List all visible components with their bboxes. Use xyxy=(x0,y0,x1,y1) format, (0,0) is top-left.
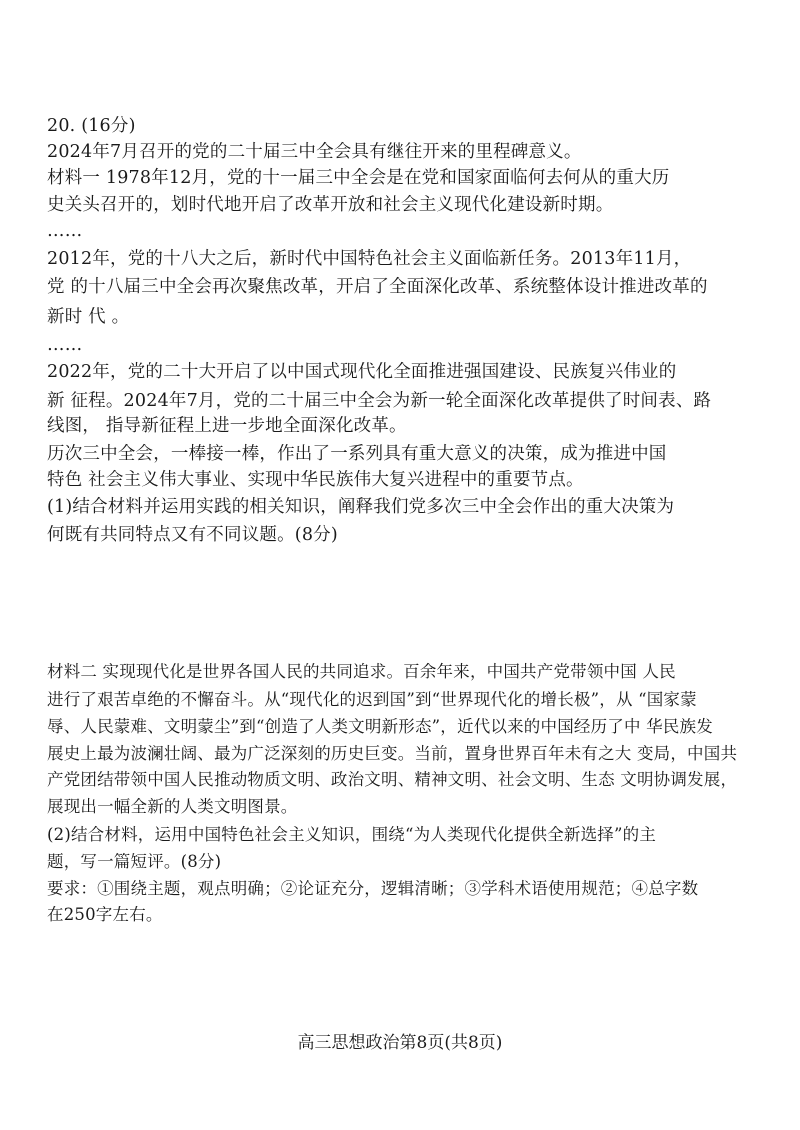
material-one-line: 新时 代 。 xyxy=(47,307,130,327)
material-one-line: 2012年，党的十八大之后，新时代中国特色社会主义面临新任务。2013年11月， xyxy=(47,249,692,269)
material-one-line: 党 的十八届三中全会再次聚焦改革，开启了全面深化改革、系统整体设计推进改革的 xyxy=(47,277,708,297)
sub-question-one-line: (1)结合材料并运用实践的相关知识，阐释我们党多次三中全会作出的重大决策为 xyxy=(47,497,675,517)
material-one-line: 材料一 1978年12月，党的十一届三中全会是在党和国家面临何去何从的重大历 xyxy=(47,168,670,188)
sub-question-two-line: (2)结合材料，运用中国特色社会主义知识，围绕“为人类现代化提供全新选择”的主 xyxy=(47,825,657,844)
sub-question-one-line: 何既有共同特点又有不同议题。(8分) xyxy=(47,525,338,545)
material-two-line: 进行了艰苦卓绝的不懈奋斗。从“现代化的迟到国”到“世界现代化的增长极”，从 “国家蒙 xyxy=(47,690,697,709)
material-one-line: 史关头召开的，划时代地开启了改革开放和社会主义现代化建设新时期。 xyxy=(47,195,614,215)
material-two-line: 展现出一幅全新的人类文明图景。 xyxy=(47,797,298,816)
sub-question-two-line: 题，写一篇短评。(8分) xyxy=(47,852,222,871)
material-two-line: 辱、人民蒙难、文明蒙尘”到“创造了人类文明新形态”，近代以来的中国经历了中 华民族发 xyxy=(47,717,713,736)
page-footer: 高三思想政治第8页(共8页) xyxy=(297,1033,503,1053)
material-one-ellipsis: …… xyxy=(47,221,83,241)
question-intro: 2024年7月召开的党的二十届三中全会具有继往开来的里程碑意义。 xyxy=(47,142,582,162)
requirements-line: 要求：①围绕主题，观点明确；②论证充分，逻辑清晰；③学科术语使用规范；④总字数 xyxy=(47,879,699,898)
material-one-line: 2022年，党的二十大开启了以中国式现代化全面推进强国建设、民族复兴伟业的 xyxy=(47,362,677,382)
material-one-line: 特色 社会主义伟大事业、实现中华民族伟大复兴进程中的重要节点。 xyxy=(47,470,584,490)
material-two-line: 材料二 实现现代化是世界各国人民的共同追求。百余年来，中国共产党带领中国 人民 xyxy=(47,662,676,681)
material-one-line: 线图， 指导新征程上进一步地全面深化改革。 xyxy=(47,416,407,436)
material-one-line: 新 征程。2024年7月，党的二十届三中全会为新一轮全面深化改革提供了时间表、路 xyxy=(47,391,712,411)
material-two-line: 展史上最为波澜壮阔、最为广泛深刻的历史巨变。当前，置身世界百年未有之大 变局，中国共 xyxy=(47,744,738,763)
material-one-line: 历次三中全会，一棒接一棒，作出了一系列具有重大意义的决策，成为推进中国 xyxy=(47,444,667,464)
question-number: 20. (16分) xyxy=(47,116,136,136)
material-one-ellipsis: …… xyxy=(47,335,83,355)
requirements-line: 在250字左右。 xyxy=(47,905,163,924)
material-two-line: 产党团结带领中国人民推动物质文明、政治文明、精神文明、社会文明、生态 文明协调发展， xyxy=(47,770,738,789)
